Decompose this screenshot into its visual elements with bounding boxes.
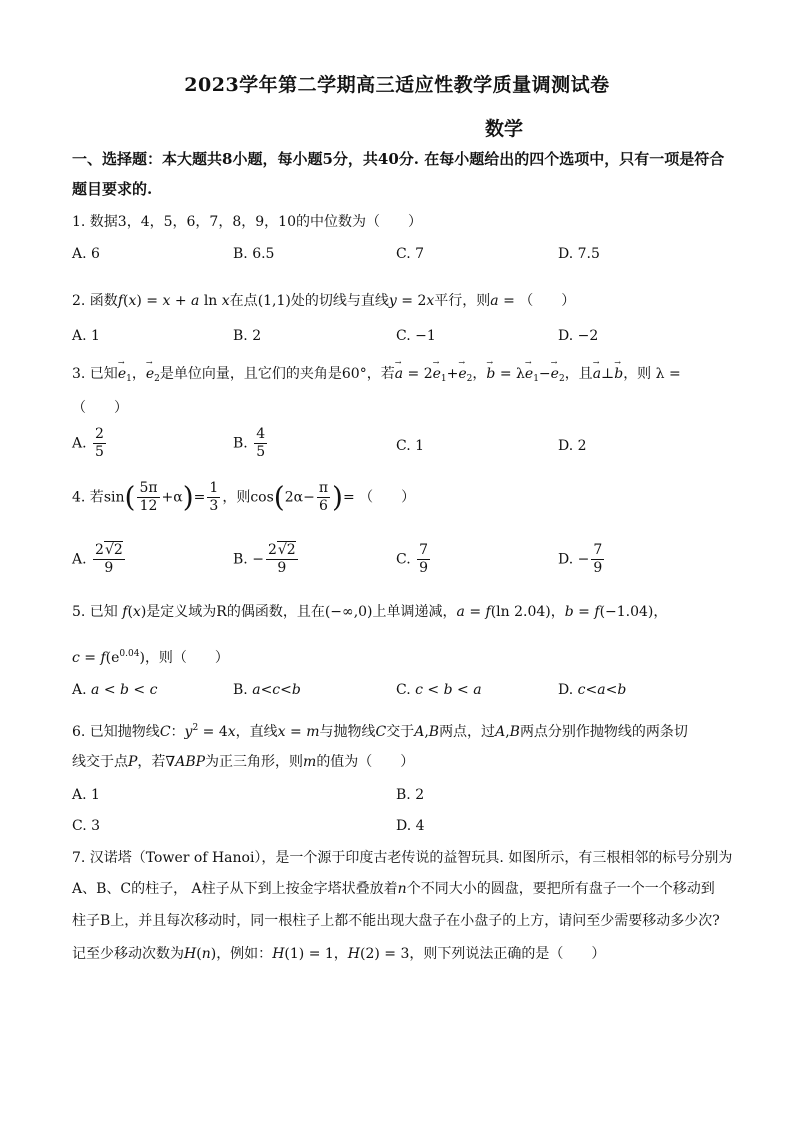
page-title: 2023学年第二学期高三适应性教学质量调测试卷: [184, 74, 610, 96]
q1-option-d: D. 7.5: [558, 246, 600, 262]
question-7-line1: 7. 汉诺塔（Tower of Hanoi），是一个源于印度古老传说的益智玩具. 如图所示，有三根相邻的标号分别为: [72, 850, 733, 866]
subject-title: 数学: [485, 118, 524, 140]
q2-option-c: C. −1: [396, 328, 436, 344]
question-7-line4: 记至少移动次数为H(n)，例如：H(1) = 1，H(2) = 3，则下列说法正确的是（ ）: [72, 946, 606, 962]
q1-option-a: A. 6: [72, 246, 100, 262]
section-heading: 一、选择题：本大题共8小题，每小题5分，共40分. 在每小题给出的四个选项中，只有一项是符合题目要求的.: [72, 150, 725, 198]
q2-option-a: A. 1: [72, 328, 100, 344]
q3-option-c: C. 1: [396, 438, 425, 454]
q2-option-d: D. −2: [558, 328, 599, 344]
q4-option-a: A. $\frac{2√2}{9}$: [72, 542, 123, 576]
q4-option-c: C. $\frac{7}{9}$: [396, 542, 429, 576]
q5-option-a: A. a < b < c: [72, 682, 158, 698]
q1-option-c: C. 7: [396, 246, 425, 262]
q3-answer-blank: （ ）: [72, 400, 128, 416]
question-5-stem-line2: $c = f(e^{0.04})$，则（ ）: [72, 649, 229, 666]
q6-option-a: A. 1: [72, 787, 100, 803]
question-5-stem-line1: 5. 已知 f(x)是定义域为R的偶函数，且在(−∞,0)上单调递减，a = f(ln 2.04)，b = f(−1.04)，: [72, 604, 668, 620]
q3-option-b: B. $\frac{4}{5}$: [233, 426, 266, 460]
q5-option-b: B. a<c<b: [233, 682, 301, 698]
q3-option-a: A. $\frac{2}{5}$: [72, 426, 104, 460]
question-7-line3: 柱子B上，并且每次移动时，同一根柱子上都不能出现大盘子在小盘子的上方，请问至少需要移动多少次?: [72, 913, 720, 929]
q6-option-d: D. 4: [396, 818, 425, 834]
question-6-stem-line1: 6. 已知抛物线C：$y^2 = 4x$，直线x = m与抛物线C交于A,B两点，过A,B两点分别作抛物线的两条切: [72, 723, 688, 740]
q6-option-c: C. 3: [72, 818, 101, 834]
q1-option-b: B. 6.5: [233, 246, 275, 262]
q6-option-b: B. 2: [396, 787, 425, 803]
q5-option-c: C. c < b < a: [396, 682, 482, 698]
q3-option-d: D. 2: [558, 438, 587, 454]
q5-option-d: D. c<a<b: [558, 682, 627, 698]
question-2-stem: 2. 函数f(x) = x + a ln x在点(1,1)处的切线与直线y = 2x平行，则a = （ ）: [72, 293, 576, 309]
q2-option-b: B. 2: [233, 328, 262, 344]
question-3-stem: 3. 已知→ $e_1$，→ $e_2$是单位向量，且它们的夹角是60°，若→ $a = 2\to e_1+\to e_2$，→ $b = \lambda\to e_1-\to e_2$，且→ a⊥→ b，则 λ =: [72, 364, 681, 389]
question-6-stem-line2: 线交于点P，若∇ABP为正三角形，则m的值为（ ）: [72, 754, 415, 770]
q4-option-d: D. − $\frac{7}{9}$: [558, 542, 603, 576]
question-7-line2: A、B、C的柱子， A柱子从下到上按金字塔状叠放着n个不同大小的圆盘，要把所有盘子一个一个移动到: [72, 881, 715, 897]
question-4-stem: 4. 若sin( $\frac{5\pi}{12}$ +α)= $\frac{1}{3}$ ，则cos(2α− $\frac{\pi}{6}$ )= （ ）: [72, 480, 416, 514]
q4-option-b: B. − $\frac{2√2}{9}$: [233, 542, 296, 576]
question-1-stem: 1. 数据3，4，5，6，7，8，9，10的中位数为（ ）: [72, 214, 422, 230]
